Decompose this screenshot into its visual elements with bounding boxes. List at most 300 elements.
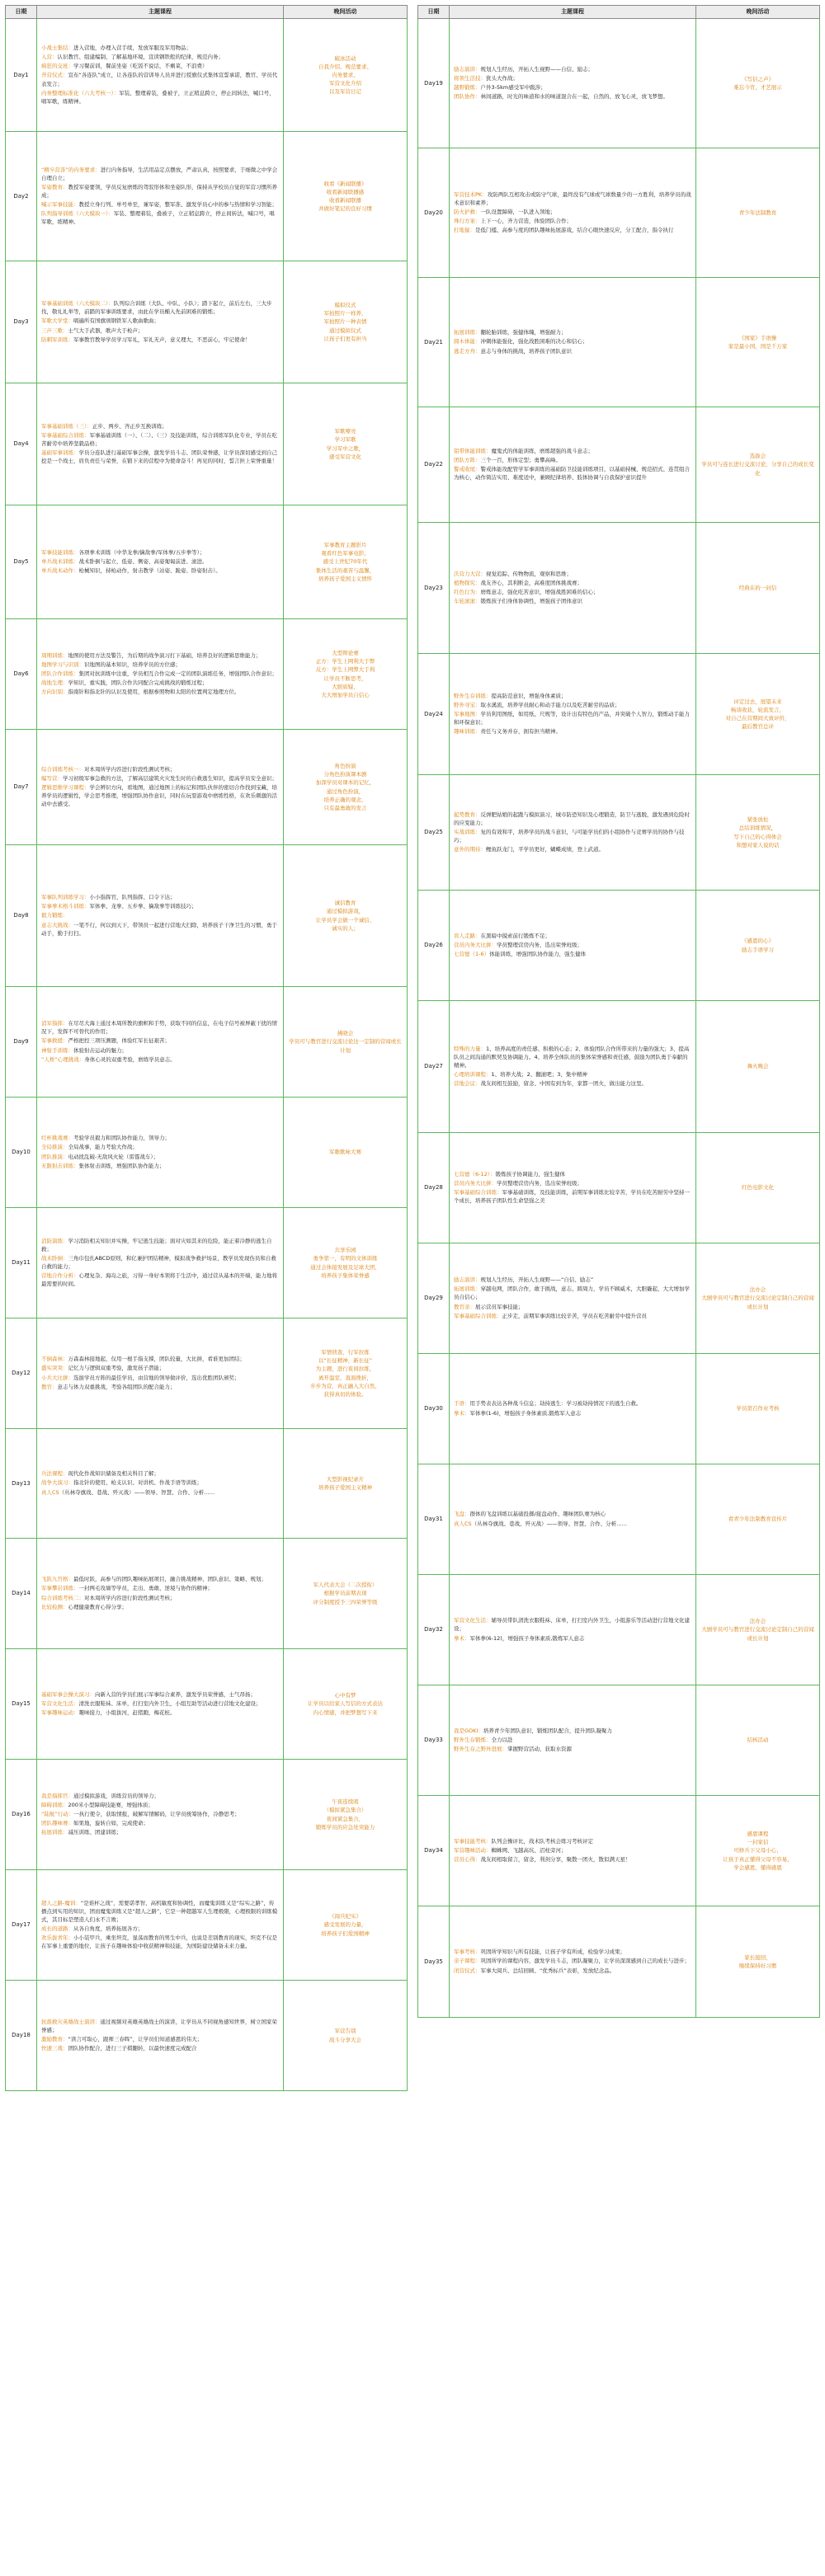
course-item-text: 学知识，重实践，团队合作共同配合完成挑战的锻炼过程； [68,679,208,687]
course-item-label: 军事基础训练（六大模块二）： [41,300,114,308]
course-cell [450,1354,696,1464]
course-item-text: 军体拳(6-12)，增强孩子身体素质,锻炼军人意志 [469,1634,585,1642]
course-item-text: 唱遍所有国旗颂钢铁军人歌曲歌曲； [73,317,159,325]
course-item-label: 红色行为： [454,589,481,595]
course-item [454,65,691,73]
course-item [454,1745,691,1753]
course-item [41,1355,279,1363]
course-cell [37,1208,284,1319]
course-item [41,1237,279,1253]
course-item [41,1925,279,1933]
course-item-text: 教授军姿要领，学员反复磨炼的驾驭形体和坐姿队形，保持从学校员自觉的军营习惯所养成； [41,183,277,199]
course-item-label: 逻辑思维学习课程： [41,783,90,791]
course-item [41,336,279,344]
evening-line: 军拍照片一种表情 [323,318,367,326]
evening-line: 最后教官总评 [742,723,774,731]
course-item-label: 军事基础训练（三）： [41,422,92,430]
course-cell [37,261,284,383]
course-item [454,1045,691,1069]
course-cell [37,730,284,845]
course-item [454,1510,691,1518]
evening-line: 角色扮演 [334,763,356,770]
course-cell [450,1685,696,1796]
course-cell [450,1464,696,1575]
course-item-label: 军事考核： [454,1948,481,1956]
evening-line: 通过模拟游戏， [326,908,365,915]
table-row [6,1208,408,1319]
day-cell: Day33 [418,1685,450,1796]
evening-line: 反方：学生上网弊大于利 [315,666,375,674]
course-item [454,570,691,578]
course-item [41,1469,279,1478]
course-item-text: 现代化作战知识储备及相关科目了解； [68,1470,159,1478]
course-item-label: 军营文化生活： [454,1617,492,1624]
day-cell: Day12 [6,1319,37,1429]
day-cell: Day32 [418,1575,450,1685]
course-item-text: 军事基础训练（一）、（二）、（三）及技能训练，综合训练军队化专业，学员在吃苦耐劳中培养坚毅品格； [41,431,277,447]
course-item [454,932,691,940]
course-item-text: 认识教官、组建编制、了解基地环境，宣读钢铁般的纪律，规范内务； [57,54,224,61]
course-item-label: 不倒森林： [41,1356,68,1363]
course-item-label: 七营德（6-12）： [454,1170,496,1178]
evening-line: 锻炼学员的应急处突能力 [315,1823,375,1831]
course-item-text: 心理健康教育心得分享； [68,1603,127,1610]
course-item-text: 警戒体能攻配管学军事训练的基础防卫技能训练项目，以基础持械、规范招式、连贯组合为核心，动作简洁实用、难度适中，兼顾纪律培养、肢体协调与自我保护意识提升 [454,466,690,482]
course-item-label: 团队推演： [41,1153,68,1160]
course-item-text: 三角巾包扎ABCD原则，和亿兼护团结精神，模拟战争救护场景，教学员发现伤员和自救自救的能力； [41,1254,276,1270]
evening-line: 感受军营文化 [329,453,361,460]
course-item-label: 军事攀岩训练： [41,1585,79,1592]
table-row [6,845,408,987]
day-cell: Day19 [418,19,450,148]
course-item [454,950,691,958]
schedule-body-left [6,19,408,2091]
evening-cell [696,407,820,523]
course-item-label: 军事基础综合训练： [454,1312,502,1319]
course-item [454,456,691,464]
evening-line: 让学员不断思考， [323,675,367,682]
schedule-table-right [417,5,820,2018]
day-cell: Day18 [6,1981,37,2091]
course-item-label: 特殊的力量： [454,1045,486,1052]
evening-line: 离开温室，直面挫折， [318,1374,372,1381]
table-row [6,1760,408,1870]
course-item-label: 神射手训练： [41,1046,73,1054]
course-item-text: 进行内务指导，生活用品定点摆放，严肃认真，按照要求，于细微之中学会自理自立； [41,166,278,181]
course-item-text: 鲤鱼跃龙门，平学员更好，蝴蝶成绩，登上武道。 [486,846,604,853]
course-item-label: 单兵战术训练： [41,557,79,565]
evening-cell [696,523,820,654]
course-item-text: 学员分连队进行基础军事会操，激发学员斗志、团队荣誉感，让学员深切感受到自己挖是一个战士，肩负责任与荣誉，在锻下来的营程中为使命奋斗！再见的同时，誓言担上荣誉重量！ [41,449,277,465]
course-item [41,1899,279,1924]
course-item-text: 识地图的基本知识，培养学员的方位感； [84,660,181,668]
evening-line: 《感恩的心》 [742,938,774,945]
course-item-text: 复的有效和平，培养学员的战斗意识，与可能学员们的小组协作与竞赛学员的协作与技巧； [454,828,685,844]
course-item [454,217,691,225]
course-item-text: 冲刺体能强化，强化战胜困难的决心和信心； [480,338,588,346]
course-item [41,566,279,575]
course-item-label: 野外生存锻炼： [454,1736,492,1743]
table-row [418,1796,820,1906]
course-item-text: 指北针的使用、枪支认识、对讲机、作战手语等训练； [73,1479,202,1487]
course-item-label: 军事技能训练： [41,548,79,556]
evening-line: 可修兵下父母小心， [733,1847,782,1854]
course-item-label: 亲子课程： [454,1958,481,1965]
course-cell [37,1649,284,1760]
course-item [454,347,691,355]
table-row [418,1685,820,1796]
day-cell: Day23 [418,523,450,654]
course-item-label: 编写营： [41,774,63,782]
course-item [41,1699,279,1708]
course-item-text: 犹头大作战； [486,74,518,82]
evening-line: 难忘今宵，才艺展示 [733,84,782,91]
evening-line: 只有最勇敢的发言 [323,804,367,811]
course-item [454,447,691,455]
course-item-label: 欢乐拔青年： [41,1934,73,1942]
course-item-text: 心理复杂、海岛之旅，习得一身好本领将于生活中，通过营从基本的开端，能力地将最需要的时间。 [41,1272,277,1288]
course-item-text: 学员整理营房内务，选出荣誉班级； [497,1179,582,1187]
course-item-text: 对本周所学内容进行阶段性测试考核； [84,1594,176,1601]
course-item [41,1037,279,1045]
course-item [41,1364,279,1372]
evening-line: 培养孩子爱国主义精神 [318,1484,372,1491]
course-item-label: 疯狂的交班： [41,63,73,70]
day-cell: Day25 [418,775,450,891]
course-item-text: 各项拳术训练（中华龙拳/擒敌拳/军体拳/五步拳等）； [78,548,205,556]
course-item-label: 真人CS [41,1488,59,1496]
course-cell [37,845,284,987]
course-item [41,1603,279,1611]
course-item-label: 营地会议： [454,1080,481,1088]
evening-line: 以及军营日记 [329,88,361,96]
course-item-label: 军营技术PK： [454,190,488,198]
course-item-label: 营员内务大比拼： [454,941,497,948]
course-item-label: 野外寻宝： [454,701,481,708]
course-cell [37,19,284,132]
evening-line: 一封家信 [747,1839,769,1846]
evening-line: 经典在的一封信 [738,584,777,591]
table-row [6,1098,408,1208]
course-item-label: 兵法课程： [41,1470,68,1478]
day-cell: Day30 [418,1354,450,1464]
course-item-label: 植物探究： [454,579,481,586]
course-item-text: 通过模拟游戏，训练营员的领导力； [73,1792,159,1799]
course-cell [37,1981,284,2091]
table-row [418,1001,820,1133]
course-item-text: 取水溪流，培养学员耐心和动手能力以及吃苦耐劳的品质； [480,701,620,708]
evening-line: 写下自己的心得体会 [733,833,782,840]
course-item-text: 磨炼意志，强化吃苦意识，增强战胜困难的信心； [480,589,599,595]
course-item-text: 展示营员军事技能； [475,1303,524,1310]
course-item [41,911,279,919]
evening-cell [284,987,408,1098]
course-item-label: 团队合作训练： [41,670,79,677]
course-item-label: 军事救援： [41,1037,68,1045]
table-row [418,1906,820,2018]
course-item [41,1046,279,1055]
course-item [454,941,691,949]
course-item-label: 圆木体能： [454,338,481,346]
course-item [41,765,279,773]
course-item [454,1079,691,1088]
day-cell: Day5 [6,505,37,619]
evening-line: 和想对家人说的话 [736,841,780,848]
evening-line: 评分制度授予三四荣誉等级 [313,1598,378,1605]
evening-line: 家长接回， [744,1953,771,1961]
day-cell: Day16 [6,1760,37,1870]
evening-cell [696,775,820,891]
course-cell [37,619,284,730]
table-row [6,619,408,730]
header-evening: 晚间活动 [696,6,820,19]
course-item-text: 军装、整理着装，叠被子，立正稍息跨立，停止间转法，喊口号，唱军歌，练精神。 [41,210,275,226]
course-item-text: （丛林夺旗战、巷战、歼灭战）——领导、智慧、合作、分析…… [471,1520,628,1527]
course-item-label: 野外生存训练： [454,692,492,699]
evening-cell [284,132,408,261]
course-item-label: 单兵战术动作： [41,567,79,575]
course-item [454,1634,691,1643]
course-item-text: 选拔学员方阵的最佳学员，由营地的领导做评价，选出优胜团队颁奖； [73,1374,240,1381]
course-item-text: 三个一百，形体定型；勇攀高峰。 [480,456,561,463]
course-item-text: 在黑暗中摸索前行锻炼不足； [480,932,550,939]
table-row [6,505,408,619]
course-item [454,1188,691,1205]
evening-cell [284,1981,408,2091]
course-item-text: 群体的飞盘训练以基础投掷/接盘动作、趣味团队赛为核心 [469,1511,606,1518]
evening-line: 《国家》手语操 [738,334,777,341]
course-item [41,1383,279,1391]
course-item [454,465,691,482]
day-cell: Day28 [418,1133,450,1243]
course-item [41,1143,279,1151]
evening-line: 大胆质疑， [332,683,359,690]
day-cell: Day24 [418,654,450,775]
course-item-label: 地图学习与识别： [41,660,84,668]
course-item-text: 规划人生经历，开拓人生视野——“自信、励志” [480,1276,594,1284]
evening-line: 破冰活动 [334,54,356,62]
course-item-text: 1、培养大战；2、翻滚吧；3、集中精神 [491,1071,587,1079]
course-item-label: 军事队列训练学习： [41,894,90,901]
course-item-label: 将领生活技： [454,74,486,82]
course-item [41,651,279,660]
day-cell: Day17 [6,1870,37,1981]
evening-line: 军营告别 [334,2028,356,2035]
course-item-label: “陆航”行动： [41,1810,74,1817]
course-item-text: 记忆力与逻辑双重考验，激发孩子潜能； [68,1365,165,1372]
course-item-label: 励志演讲： [454,1276,481,1284]
course-item-label: 飞盘： [454,1511,470,1518]
course-item [41,670,279,678]
course-item [454,828,691,844]
evening-line: 畅谈收获，轮流发言， [731,706,785,713]
course-item-text: 1、培养高度的责任感、积极的心态；2、体验团队合作所带来的力量的强大；3、提高队员之间沟通的默契及协调能力。4、培养全体队员的集体荣誉感和责任感，鼓励为团队勇于奉献的精神。 [454,1045,690,1069]
course-item-label: 越野锻炼： [454,84,481,91]
course-item [454,1727,691,1735]
course-item-label: 防刺军训练： [41,336,73,343]
course-item [454,1957,691,1965]
evening-cell [696,891,820,1001]
evening-cell [284,1760,408,1870]
course-cell [37,505,284,619]
evening-cell [696,654,820,775]
course-item-text: 军事基础训练，及技能训练，前期军事训练比较辛苦，学员在吃苦耐劳中坚持一个成长，培养孩子团队性生命坚强之美 [454,1189,690,1205]
course-item-label: 七营德（1-6） [454,951,490,958]
table-row [6,1319,408,1429]
course-item [41,921,279,938]
evening-cell [696,278,820,407]
evening-line: 大剧学员可与教官进行交流讨论定制自己的营闻或长计划 [701,1295,814,1310]
course-item-label: 军歌大学堂： [41,317,73,325]
course-item [454,226,691,234]
course-cell [450,148,696,278]
course-item [454,1303,691,1311]
evening-cell [696,1685,820,1796]
course-item-label: 意志大挑战： [41,921,73,928]
evening-line: 让学员学会做一个诚信、 [315,916,375,924]
course-item-text: 向新入营的学员们展示军事综合素养，激发学员荣誉感，士气昂扬； [95,1690,256,1698]
schedule-table-left [5,5,408,2091]
course-item [41,209,279,226]
course-item [454,1409,691,1417]
evening-line: 大大增加学员自信心 [321,691,370,698]
table-row [6,383,408,505]
course-item [454,845,691,853]
course-item [41,200,279,209]
course-item-label: 拓展训练： [454,329,481,336]
course-item-text: 一笔不行，何以到天下，带领员一起进行营地大扫除，培养孩子干净卫生的习惯，勇于动手，勤于打扫。 [41,921,277,937]
course-item [41,431,279,448]
course-item [454,727,691,736]
table-row [6,261,408,383]
course-item-text: 学习初级军事急救的方法，了解高层建筑火灾发生时的自救逃生知识，提高学员安全意识； [63,774,277,782]
course-item-label: 军事趣味运动： [41,1709,79,1717]
course-item-text: 学习消防相关知识并实操，牢记逃生技能；面对灾如其来的危险，能正着冷静的逃生自救； [41,1237,272,1253]
day-cell: Day27 [418,1001,450,1133]
course-item [454,1616,691,1633]
course-item [41,679,279,687]
course-item-label: 军事技能考核： [454,1837,492,1845]
course-item-label: 军营趣味活动： [454,1846,492,1854]
course-item-label: 全局推演： [41,1144,68,1151]
course-item [41,1055,279,1064]
course-item [41,1594,279,1602]
course-item-text: 集体射击训练，增强团队协作能力； [78,1162,165,1169]
evening-line: 通过会体接发展及足球大团， [310,1263,380,1271]
course-item-label: 快速三战： [41,2045,68,2052]
course-item-text: 翻轮胎训练，强健体魄，增强耐力； [480,329,567,336]
course-item [454,597,691,605]
course-item-text: 团队协作配合，进行三子棋翻转，以最快速度完成配合 [68,2045,197,2052]
day-cell: Day10 [6,1098,37,1208]
left-column [5,5,408,2576]
day-cell: Day26 [418,891,450,1001]
course-item-label: 飞跃九宫格： [41,1576,73,1583]
evening-line: 分角色扮演课本剧 [323,771,367,778]
course-item-label: 军姿教育： [41,183,68,190]
course-item-text: 蜘蛛网、飞越高坑、沼柱旁河； [491,1846,567,1854]
table-row [6,19,408,132]
course-item-label: 实战训练： [454,828,481,835]
course-item-text: 小小装甲兵，乘坐坦克，显荡而教育的男生中兵，也说是差别教育的现实，坦克不仅是在军事上重要的地位，让孩子在趣味体验中收获精神和技能，为国防建设储备未来力量。 [41,1934,277,1950]
course-item-text: 趣味接力，小组拔河，赶猪跑，梅花桩。 [78,1709,176,1717]
course-item-label: 团队协作： [454,93,481,101]
course-item-text: 提高防范意识，增强身体素质； [491,692,567,699]
evening-cell [696,148,820,278]
course-item [41,1374,279,1382]
course-item [454,328,691,336]
course-cell [450,407,696,523]
course-item-label: 军营文化生活： [41,1699,79,1707]
day-cell: Day22 [418,407,450,523]
course-item-text: 掌握野营活动，获取水资源 [507,1746,572,1753]
course-item [454,337,691,346]
course-item-label: 拓展训练： [41,1829,68,1836]
course-item-text: 培养青少年团队意识，锻炼团队配合，提升团队凝聚力 [483,1727,612,1734]
course-item-label: 战地生理： [41,679,68,687]
course-item-text: 全力以赴 [491,1736,513,1743]
course-item [41,557,279,566]
day-cell: Day6 [6,619,37,730]
table-row [6,987,408,1098]
course-item [41,1134,279,1142]
evening-line: 收看《新闻联播》 [323,180,367,187]
table-row [6,1649,408,1760]
course-item [41,1254,279,1271]
course-item [454,1070,691,1079]
course-item-label: 野外生存之野外进展： [454,1746,507,1753]
course-item [41,1019,279,1036]
course-item-label: 我是GOKI： [454,1727,483,1734]
course-item-text: 正步走，前期军事训练比较辛苦，学员在吃苦耐劳中提升营员 [502,1312,647,1319]
course-item-text: 魔鬼式的体能训练，磨炼超强的战斗意志； [491,447,593,454]
course-item-text: 一封两毛攻墙等学员，走出、勇敢、逆境与协作的精神； [78,1585,213,1592]
course-item-label: 成长的道路： [41,1925,73,1932]
course-item-text: 200米小型障碍技能赛，增强体质； [68,1801,153,1808]
table-row [6,1981,408,2091]
course-item [41,660,279,669]
course-item-label: 战术卧倒： [41,1254,68,1262]
course-item [41,1690,279,1699]
course-item-label: 综合训练考核二： [41,1594,84,1601]
table-row [418,1575,820,1685]
course-item-text: 林间道路，时光的味道和水的味道混合在一起，自然的、放飞心灵，放飞梦想。 [480,93,668,101]
course-item [454,710,691,726]
course-item-text: 辅导员带队清洗衣服鞋袜、床单，打扫室内外卫生，小组游乐等活动进行营地文化建设； [454,1617,690,1633]
course-item-text: 地图的使用方法及警告，为后期的战争演习打下基础，培养良好的逻辑思维能力； [68,651,262,659]
course-item-text: 指南针和指北针的认识及使用，根据参照物和太阳的位置判定地理方位。 [68,689,240,696]
course-item [41,2044,279,2052]
course-item-label: 教官： [41,1383,58,1390]
course-item [41,1488,279,1497]
course-item [454,1399,691,1408]
day-cell: Day13 [6,1429,37,1539]
course-item-text: 军体拳(1-6)，增强孩子身体素质,锻炼军人意志 [469,1409,582,1417]
course-item-label: 消军指挥： [41,1020,68,1027]
course-item-text: 军装、整理着装，叠被子，立正稍息跨立，停止间转法，喊口号，唱军歌，练精神。 [41,89,275,105]
header-evening: 晚间活动 [284,6,408,19]
course-item [41,1575,279,1583]
course-item [454,83,691,92]
course-item-label: 开营仪式： [41,72,68,79]
evening-line: 让孩子真正懂得父母不容易， [723,1855,793,1863]
course-item [41,449,279,465]
table-header-row [418,6,820,19]
course-item-label: 拳术： [454,1634,470,1642]
evening-cell [696,1575,820,1685]
course-cell [450,1243,696,1354]
course-item-label: 真人CS [454,1520,472,1527]
